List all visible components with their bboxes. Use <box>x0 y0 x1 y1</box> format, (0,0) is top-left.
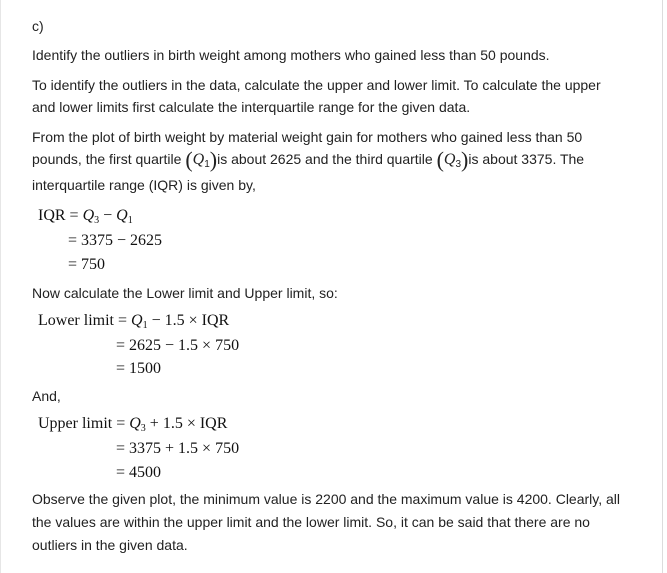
limits-intro: Now calculate the Lower limit and Upper limit, so: <box>32 285 338 301</box>
intro-line-1: To identify the outliers in the data, calculate the upper and lower limit. To calculate the upper <box>32 77 601 93</box>
q1-inline: $(Q_1)$ <box>185 147 218 172</box>
plot-line-2-a: pounds, the first quartile <box>32 151 182 167</box>
and-text: And, <box>32 388 61 404</box>
plot-line-1: From the plot of birth weight by material weight gain for mothers who gained less than 50 <box>32 129 583 145</box>
part-label: c) <box>32 18 44 34</box>
question-text: Identify the outliers in birth weight among mothers who gained less than 50 pounds. <box>32 47 550 63</box>
observe-line-2: the values are within the upper limit and the lower limit. So, it can be said that there are no <box>32 514 590 530</box>
intro-line-2: and lower limits first calculate the interquartile range for the given data. <box>32 99 471 115</box>
iqr-equation-2: = 3375 − 2625 <box>68 232 163 249</box>
plot-line-3: interquartile range (IQR) is given by, <box>32 177 256 193</box>
plot-line-2-c: is about 3375. The <box>468 151 585 167</box>
upper-limit-equation-2: = 3375 + 1.5 × 750 <box>116 440 240 457</box>
upper-limit-equation-3: = 4500 <box>116 464 162 481</box>
q3-inline: $(Q_3)$ <box>436 147 469 172</box>
iqr-equation-3: = 750 <box>68 256 106 273</box>
lower-limit-equation-2: = 2625 − 1.5 × 750 <box>116 337 240 354</box>
plot-line-2 <box>32 149 584 175</box>
observe-line-1: Observe the given plot, the minimum value is 2200 and the maximum value is 4200. Clearly, all <box>32 491 621 507</box>
lower-limit-equation-1: Lower limit = $Q_1 - 1.5$ × IQR <box>38 312 230 331</box>
observe-line-3: outliers in the given data. <box>32 537 188 553</box>
upper-limit-equation-1: Upper limit = $Q_3 + 1.5$ × IQR <box>38 415 228 434</box>
plot-line-2-b: is about 2625 and the third quartile <box>217 151 433 167</box>
iqr-equation-1: IQR = $Q_3 - Q_1$ <box>38 207 133 226</box>
lower-limit-equation-3: = 1500 <box>116 360 162 377</box>
